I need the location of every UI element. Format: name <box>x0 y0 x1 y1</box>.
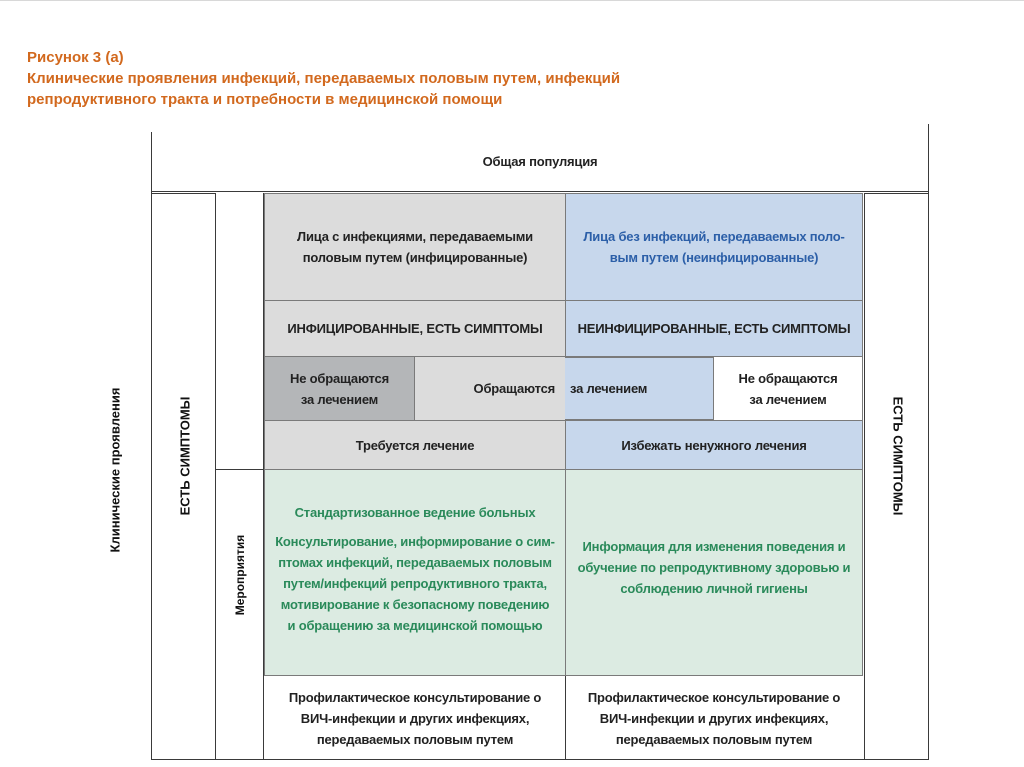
infected-line1: Лица с инфекциями, передаваемыми <box>297 229 533 244</box>
information-cell <box>565 469 863 676</box>
clinical-manifestations-label: Клинические проявления <box>107 387 123 553</box>
information-line1: Информация для изменения поведения и <box>582 539 846 554</box>
top-divider <box>0 0 1024 1</box>
infected-symptoms-cell: ИНФИЦИРОВАННЫЕ, ЕСТЬ СИМПТОМЫ <box>264 300 566 357</box>
prevention-left-line3: передаваемых половым путем <box>316 731 514 747</box>
frame-right-symptoms-top <box>864 193 928 194</box>
frame-left-line <box>151 132 152 760</box>
not-seek-right-line2: за лечением <box>749 391 827 407</box>
seek-treatment-right-cell: за лечением <box>565 357 714 420</box>
standard-management-cell <box>264 469 566 676</box>
infected-line2: половым путем (инфицированные) <box>302 250 528 265</box>
prevention-right-line3: передаваемых половым путем <box>615 731 813 747</box>
figure-number: Рисунок 3 (а) <box>27 49 124 66</box>
frame-right-symptoms-divider <box>864 193 865 760</box>
prevention-right-line1: Профилактическое консультирование о <box>587 689 841 705</box>
uninfected-symptoms-cell: НЕИНФИЦИРОВАННЫЕ, ЕСТЬ СИМПТОМЫ <box>565 300 863 357</box>
frame-center-divider-bottom <box>565 676 566 760</box>
left-symptoms-label: ЕСТЬ СИМПТОМЫ <box>177 396 193 516</box>
prevention-right-cell <box>565 676 863 760</box>
prevention-left-line1: Профилактическое консультирование о <box>288 689 542 705</box>
frame-bottom-line <box>151 759 929 760</box>
infected-persons-cell <box>264 193 566 301</box>
not-seek-left-line2: за лечением <box>300 391 379 407</box>
frame-measures-col-divider <box>263 193 264 760</box>
counseling-line3: путем/инфекций репродуктивного тракта, <box>283 576 547 591</box>
avoid-unnecessary-treatment-cell: Избежать ненужного лечения <box>565 420 863 470</box>
measures-label: Мероприятия <box>233 534 247 616</box>
figure-title <box>27 47 620 110</box>
frame-right-line <box>928 124 929 760</box>
frame-symptoms-col-top <box>151 193 215 194</box>
not-seek-right-line1: Не обращаются <box>738 370 838 386</box>
uninfected-line1: Лица без инфекций, передаваемых поло- <box>583 229 845 244</box>
not-seek-treatment-right-cell <box>713 356 863 421</box>
uninfected-line2: вым путем (неинфицированные) <box>609 250 819 265</box>
figure-caption-line2: репродуктивного тракта и потребности в медицинской помощи <box>27 91 503 108</box>
general-population-cell: Общая популяция <box>482 154 598 169</box>
seek-treatment-left-cell: Обращаются <box>414 356 566 421</box>
right-symptoms-label: ЕСТЬ СИМПТОМЫ <box>890 396 906 516</box>
information-line2: обучение по репродуктивному здоровью и <box>577 560 851 575</box>
frame-measures-top <box>215 469 264 470</box>
counseling-line1: Консультирование, информирование о сим- <box>275 534 555 549</box>
uninfected-persons-cell <box>565 193 863 301</box>
prevention-left-cell <box>264 676 566 760</box>
treatment-required-cell: Требуется лечение <box>264 420 566 470</box>
prevention-left-line2: ВИЧ-инфекции и других инфекциях, <box>300 710 530 726</box>
information-line3: соблюдению личной гигиены <box>620 581 808 596</box>
frame-symptoms-col-divider <box>215 193 216 760</box>
figure-caption-line1: Клинические проявления инфекций, передаваемых половым путем, инфекций <box>27 70 621 87</box>
not-seek-left-line1: Не обращаются <box>290 370 389 386</box>
frame-general-population-bottom <box>151 191 929 192</box>
not-seek-treatment-left-cell <box>264 356 415 421</box>
standard-management-title: Стандартизованное ведение больных <box>294 505 536 520</box>
prevention-right-line2: ВИЧ-инфекции и других инфекциях, <box>599 710 829 726</box>
counseling-line4: мотивирование к безопасному поведению <box>280 597 550 612</box>
counseling-line2: птомах инфекций, передаваемых половым <box>278 555 552 570</box>
counseling-line5: и обращению за медицинской помощью <box>287 618 543 633</box>
